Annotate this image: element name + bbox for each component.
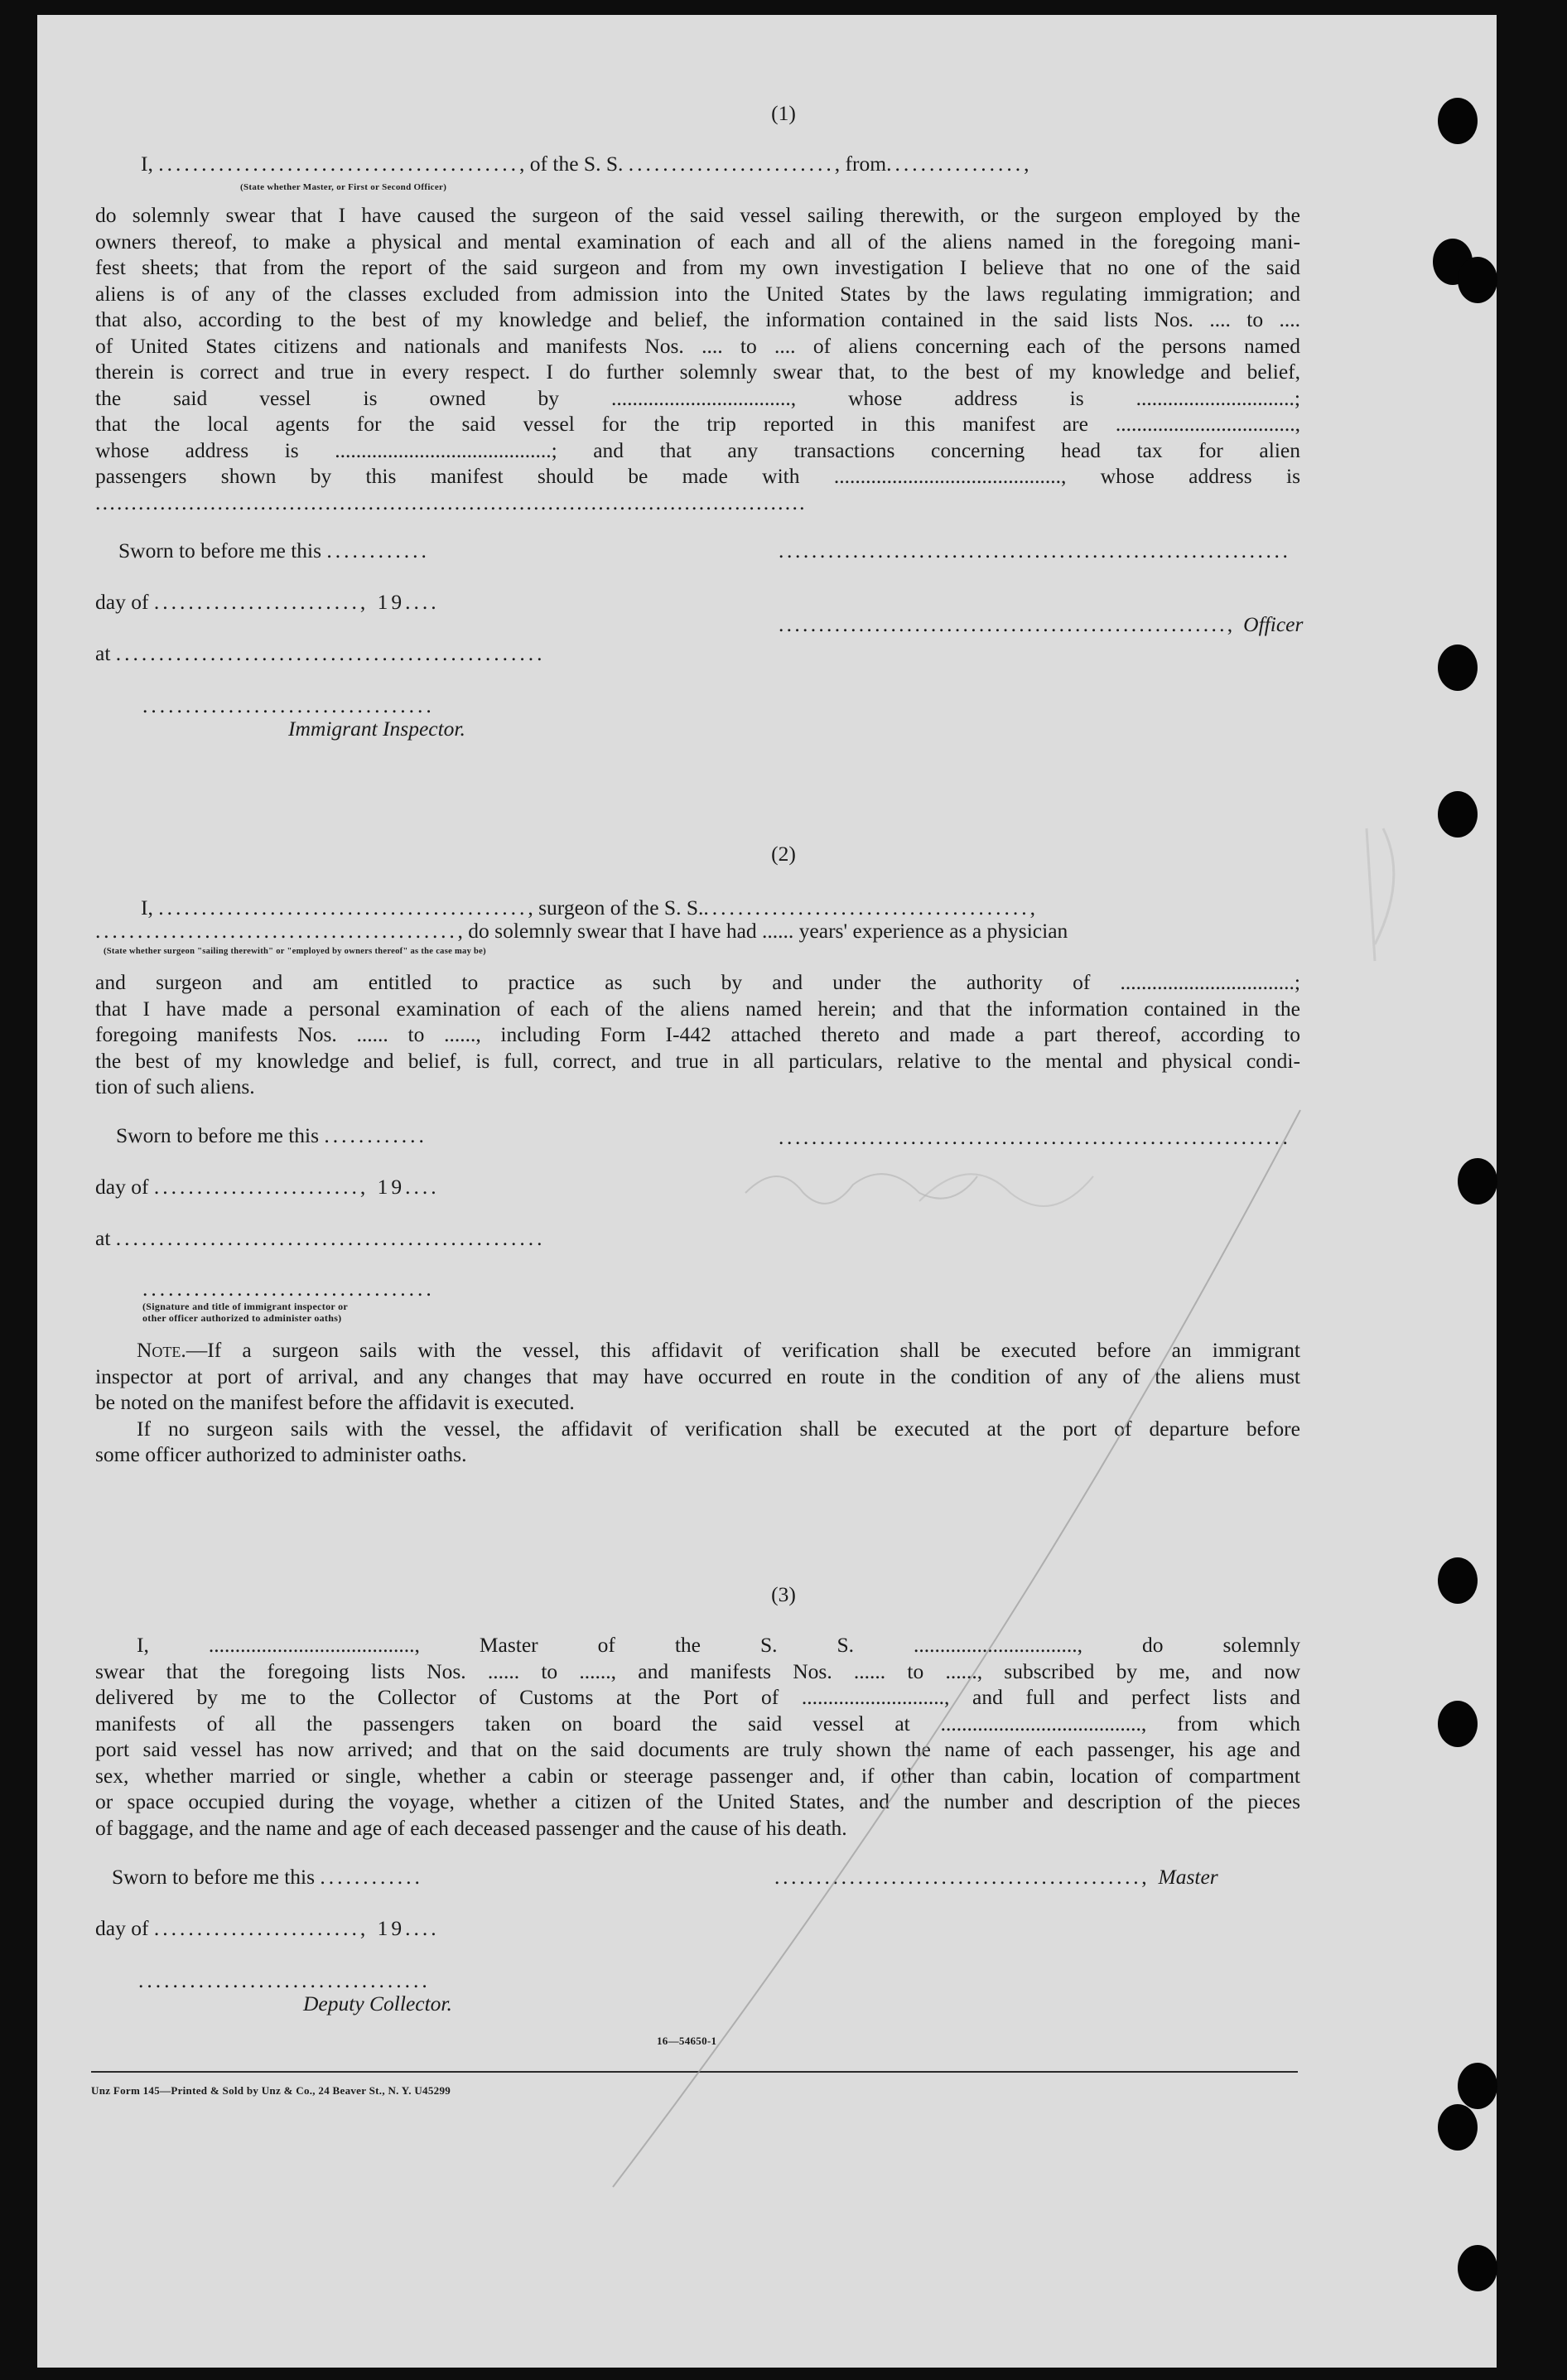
body-line: whose address is .........................................; and that any transactions concerning head tax for alien bbox=[95, 437, 1300, 462]
body-line: swear that the foregoing lists Nos. ...... to ......, and manifests Nos. ...... to ......, subscribed by me, and now bbox=[95, 1658, 1300, 1683]
section-3-collector-label: Deputy Collector. bbox=[303, 1991, 452, 2016]
body-line: foregoing manifests Nos. ...... to ......, including Form I-442 attached thereto and made a part thereof, according to bbox=[95, 1022, 1300, 1046]
note-text: —If a surgeon sails with the vessel, this affidavit of verification shall be executed before an immigrant bbox=[186, 1338, 1300, 1362]
note-line: some officer authorized to administer oaths. bbox=[95, 1442, 467, 1466]
section-2-right-signature-line: .............................................................. bbox=[779, 1125, 1291, 1149]
vessel-name-blank: ......................................, bbox=[703, 896, 1039, 920]
body-line: tion of such aliens. bbox=[95, 1074, 255, 1098]
master-label: Master bbox=[1158, 1865, 1218, 1889]
body-line: do solemnly swear that I have caused the surgeon of the said vessel sailing therewith, or the surgeon employed by the bbox=[95, 203, 1300, 227]
section-3-collector-signature: .................................. bbox=[138, 1968, 431, 1992]
day-blank: ........................, 19.... bbox=[153, 1916, 440, 1940]
note-line: be noted on the manifest before the affidavit is executed. bbox=[95, 1390, 575, 1414]
section-2-signature-caption-1: (Signature and title of immigrant inspector or bbox=[142, 1301, 349, 1312]
section-1-inspector-signature: .................................. bbox=[142, 693, 435, 717]
section-2-caption: (State whether surgeon "sailing therewith" or "employed by owners thereof" as the case may be) bbox=[104, 947, 486, 956]
body-line: of United States citizens and nationals and manifests Nos. .... to .... of aliens concerning each of the persons named bbox=[95, 333, 1300, 358]
section-1-right-signature-line: .............................................................. bbox=[779, 538, 1291, 562]
at-label: at bbox=[95, 641, 111, 665]
day-blank: ........................, 19.... bbox=[153, 1175, 440, 1199]
officer-label: Officer bbox=[1243, 612, 1304, 636]
day-of-label: day of bbox=[95, 1916, 149, 1940]
section-2-number: (2) bbox=[771, 842, 796, 866]
faint-margin-marks bbox=[1367, 828, 1394, 961]
body-line: manifests of all the passengers taken on board the said vessel at ......................................, from which bbox=[95, 1711, 1300, 1736]
surgeon-status-blank: ........................................... bbox=[95, 919, 458, 943]
section-3-number: (3) bbox=[771, 1582, 796, 1606]
sworn-label: Sworn to before me this bbox=[118, 538, 322, 562]
body-line: ................................................................................................... bbox=[95, 490, 807, 514]
section-1-caption: (State whether Master, or First or Second Officer) bbox=[240, 182, 447, 192]
body-line: and surgeon and am entitled to practice as such by and under the authority of .................................; bbox=[95, 970, 1300, 994]
body-line: fest sheets; that from the report of the said surgeon and from my own investigation I believe that no one of the said bbox=[95, 255, 1300, 279]
surgeon-label: , surgeon of the S. S. bbox=[528, 896, 704, 920]
body-line: I, ......................................., Master of the S. S. ..............................., do solemnly bbox=[137, 1633, 1300, 1657]
day-of-label: day of bbox=[95, 590, 149, 614]
experience-text: , do solemnly swear that I have had ...... years' experience as a physician bbox=[457, 919, 1068, 943]
section-2-signature-line: .................................. bbox=[142, 1277, 435, 1301]
vessel-name-blank: ........................ bbox=[628, 152, 835, 176]
sworn-blank: ............ bbox=[324, 1123, 427, 1147]
body-line: passengers shown by this manifest should be made with ..........................................., whose address is bbox=[95, 464, 1300, 488]
of-ss-label: , of the S. S. bbox=[519, 152, 624, 176]
surgeon-name-blank: ........................................... bbox=[158, 896, 528, 920]
diagonal-pen-stroke bbox=[613, 1110, 1300, 2187]
sworn-blank: ............ bbox=[326, 538, 430, 562]
day-of-label: day of bbox=[95, 1175, 149, 1199]
body-line: or space occupied during the voyage, whether a citizen of the United States, and the number and description of the pieces bbox=[95, 1789, 1300, 1813]
faint-handwriting bbox=[919, 1174, 1093, 1206]
body-line: that also, according to the best of my knowledge and belief, the information contained in the said lists Nos. .... to .... bbox=[95, 307, 1300, 331]
day-blank: ........................, 19.... bbox=[153, 590, 440, 614]
body-line: owners thereof, to make a physical and mental examination of each and all of the aliens named in the foregoing mani- bbox=[95, 229, 1300, 253]
note-line: If no surgeon sails with the vessel, the affidavit of verification shall be executed at the port of departure before bbox=[137, 1416, 1300, 1441]
i-label: I, bbox=[141, 152, 153, 176]
body-line: delivered by me to the Collector of Customs at the Port of ..........................., and full and perfect lists and bbox=[95, 1685, 1300, 1709]
master-signature-blank: ............................................, bbox=[774, 1865, 1159, 1889]
section-1-number: (1) bbox=[771, 101, 796, 125]
at-blank: .................................................. bbox=[115, 1226, 546, 1250]
body-line: that I have made a personal examination of each of the aliens named herein; and that the information contained in the bbox=[95, 996, 1300, 1021]
printer-footer: Unz Form 145—Printed & Sold by Unz & Co., 24 Beaver St., N. Y. U45299 bbox=[91, 2084, 451, 2097]
section-1-inspector-label: Immigrant Inspector. bbox=[288, 717, 465, 741]
i-label: I, bbox=[141, 896, 153, 920]
sworn-label: Sworn to before me this bbox=[116, 1123, 320, 1147]
body-line: sex, whether married or single, whether a cabin or steerage passenger and, if other than cabin, location of compartment bbox=[95, 1763, 1300, 1788]
at-label: at bbox=[95, 1226, 111, 1250]
body-line: that the local agents for the said vessel for the trip reported in this manifest are .................................., bbox=[95, 412, 1300, 436]
at-blank: .................................................. bbox=[115, 641, 546, 665]
section-2-signature-caption-2: other officer authorized to administer oaths) bbox=[142, 1312, 342, 1324]
faint-handwriting bbox=[745, 1174, 977, 1204]
body-line: aliens is of any of the classes excluded from admission into the United States by the laws regulating immigration; and bbox=[95, 281, 1300, 306]
body-line: port said vessel has now arrived; and that on the said documents are truly shown the name of each passenger, his age and bbox=[95, 1737, 1300, 1761]
from-port-blank: ................, bbox=[886, 152, 1033, 176]
note-line: inspector at port of arrival, and any changes that may have occurred en route in the condition of any of the aliens must bbox=[95, 1364, 1300, 1388]
sworn-label: Sworn to before me this bbox=[112, 1865, 316, 1889]
body-line: of baggage, and the name and age of each deceased passenger and the cause of his death. bbox=[95, 1815, 847, 1840]
officer-name-blank: .......................................... bbox=[158, 152, 519, 176]
body-line: the said vessel is owned by .................................., whose address is ..............................; bbox=[95, 385, 1300, 410]
sworn-blank: ............ bbox=[320, 1865, 423, 1889]
body-line: therein is correct and true in every respect. I do further solemnly swear that, to the best of my knowledge and belief, bbox=[95, 360, 1300, 384]
from-label: , from bbox=[834, 152, 887, 176]
note-label: Note. bbox=[137, 1338, 186, 1362]
form-number: 16—54650-1 bbox=[657, 2035, 717, 2047]
officer-signature-blank: ........................................................, bbox=[779, 612, 1244, 636]
body-line: the best of my knowledge and belief, is full, correct, and true in all particulars, relative to the mental and physical condi- bbox=[95, 1048, 1300, 1073]
